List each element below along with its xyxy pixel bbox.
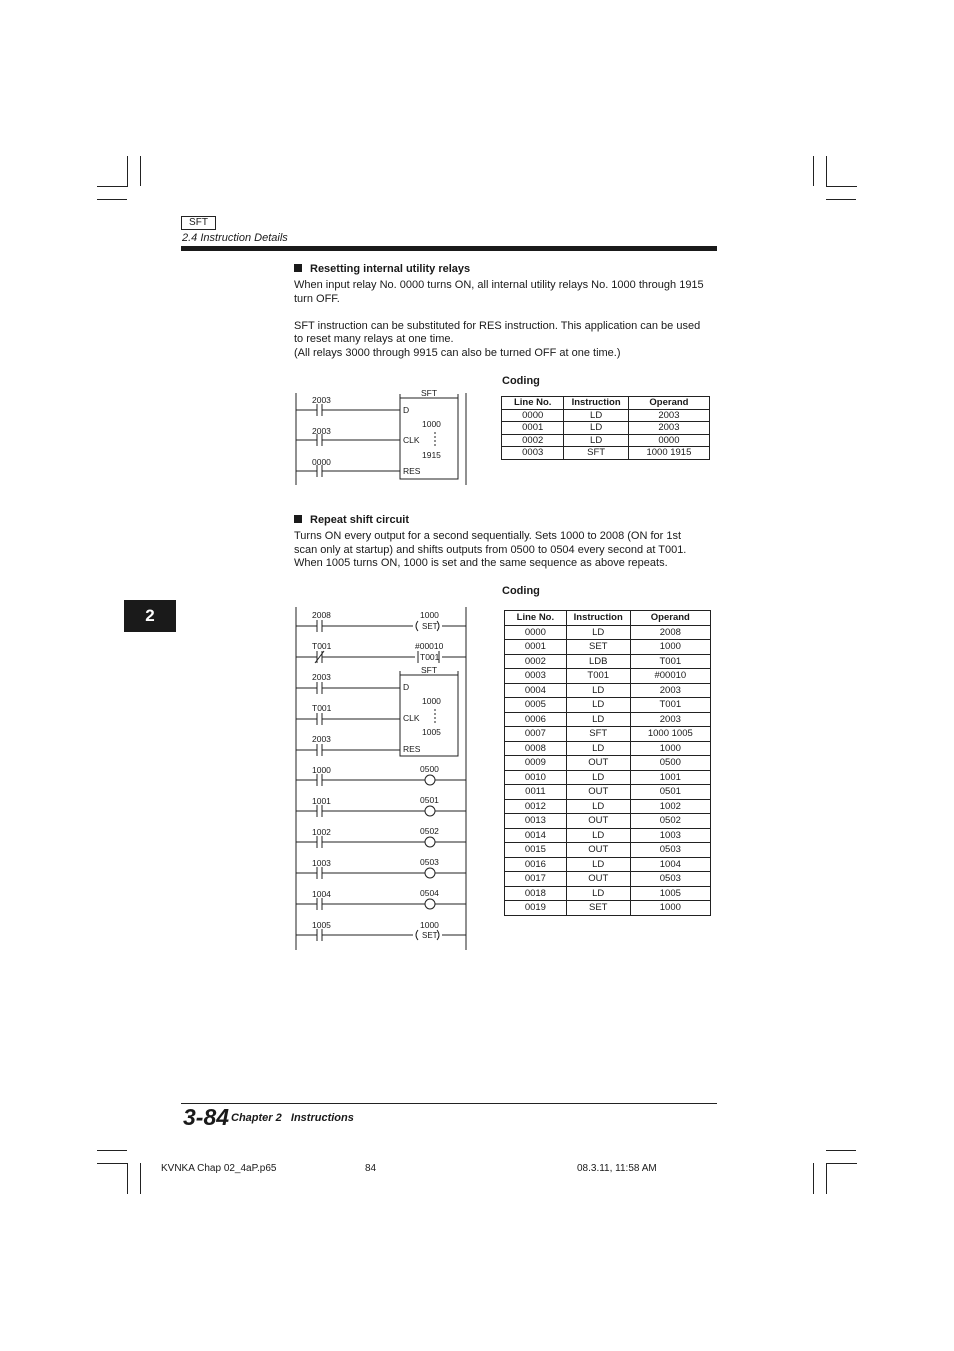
table-cell: #00010 — [630, 669, 710, 684]
table-cell: 1003 — [630, 828, 710, 843]
table-row — [505, 669, 711, 684]
coil-label: 1000 — [420, 920, 439, 930]
table-cell: 0007 — [505, 727, 567, 742]
sft-pin-res: RES — [403, 466, 421, 476]
table-cell: 0003 — [505, 669, 567, 684]
table-cell: 2008 — [630, 625, 710, 640]
timer-name-label: T001 — [420, 652, 440, 662]
section2-ladder-diagram — [290, 603, 475, 953]
contact-label: 1003 — [312, 858, 331, 868]
contact-label: 2003 — [312, 672, 331, 682]
table-cell: T001 — [630, 698, 710, 713]
table-cell: OUT — [566, 785, 630, 800]
table-cell: LD — [564, 409, 628, 422]
table-cell: 1005 — [630, 886, 710, 901]
section2-coding-label: Coding — [502, 585, 540, 597]
section2-heading: Repeat shift circuit — [294, 514, 409, 526]
column-header: Line No. — [505, 611, 567, 626]
timer-preset-label: #00010 — [415, 641, 444, 651]
table-cell: SFT — [566, 727, 630, 742]
footer-timestamp: 08.3.11, 11:58 AM — [577, 1163, 657, 1174]
table-cell: 0503 — [630, 843, 710, 858]
sft-end-relay: 1915 — [422, 450, 441, 460]
table-cell: 0017 — [505, 872, 567, 887]
table-cell: 1000 — [630, 741, 710, 756]
sft-block-title: SFT — [421, 665, 438, 675]
table-cell: LDB — [566, 654, 630, 669]
table-cell: 0011 — [505, 785, 567, 800]
table-row — [505, 770, 711, 785]
column-header: Instruction — [566, 611, 630, 626]
sft-block-title: SFT — [421, 388, 438, 398]
table-cell: 1000 — [630, 901, 710, 916]
table-cell: LD — [566, 625, 630, 640]
table-cell: LD — [566, 886, 630, 901]
table-cell: LD — [566, 770, 630, 785]
table-cell: 0502 — [630, 814, 710, 829]
page-number: 3-84 — [183, 1104, 230, 1130]
contact-label: 1005 — [312, 920, 331, 930]
table-row — [502, 434, 710, 447]
table-cell: 1002 — [630, 799, 710, 814]
sft-pin-d: D — [403, 405, 410, 415]
table-row — [505, 886, 711, 901]
table-cell: 2003 — [628, 409, 709, 422]
table-cell: 0012 — [505, 799, 567, 814]
section1-paragraph: When input relay No. 0000 turns ON, all internal utility relays No. 1000 through 1915 turn OFF. SFT instruction can be substituted for RES instruction. This application can be used to reset many relays at one time. (All relays 3000 through 9915 can also be turned OFF at one time.) — [294, 279, 704, 359]
table-cell: 0002 — [502, 434, 564, 447]
table-cell: SET — [566, 640, 630, 655]
table-row — [502, 447, 710, 460]
table-cell: 0000 — [628, 434, 709, 447]
table-cell: 0019 — [505, 901, 567, 916]
table-cell: LD — [566, 712, 630, 727]
footer-rule — [181, 1103, 717, 1104]
table-cell: 0001 — [502, 422, 564, 435]
section2-paragraph: Turns ON every output for a second sequentially. Sets 1000 to 2008 (ON for 1st scan only at startup) and shifts outputs from 0500 to 0504 every second at T001. When 1005 turns ON, 1000 is set and the same sequence as above repeats. — [294, 530, 687, 570]
table-cell: 2003 — [630, 712, 710, 727]
table-row — [505, 712, 711, 727]
table-row — [502, 409, 710, 422]
table-row — [505, 683, 711, 698]
contact-label: 1001 — [312, 796, 331, 806]
table-row — [505, 872, 711, 887]
set-label: SET — [422, 622, 438, 631]
footer-file: KVNKA Chap 02_4aP.p65 — [161, 1163, 277, 1174]
table-cell: OUT — [566, 872, 630, 887]
table-cell: 1001 — [630, 770, 710, 785]
sft-pin-res: RES — [403, 744, 421, 754]
table-cell: 0010 — [505, 770, 567, 785]
table-cell: 0000 — [505, 625, 567, 640]
chapter-label: Chapter 2 Instructions — [231, 1112, 354, 1124]
table-row — [505, 698, 711, 713]
table-cell: 0000 — [502, 409, 564, 422]
table-cell: LD — [566, 857, 630, 872]
table-cell: 1004 — [630, 857, 710, 872]
contact-label: 1002 — [312, 827, 331, 837]
chapter-tab: 2 — [124, 600, 176, 632]
table-cell: 1000 1915 — [628, 447, 709, 460]
header-rule — [181, 246, 717, 251]
table-cell: LD — [566, 799, 630, 814]
section1-heading: Resetting internal utility relays — [294, 263, 470, 275]
table-cell: 0503 — [630, 872, 710, 887]
coil-label: 0504 — [420, 888, 439, 898]
column-header: Operand — [628, 397, 709, 410]
table-row — [505, 640, 711, 655]
table-cell: 0009 — [505, 756, 567, 771]
coil-label: 1000 — [420, 610, 439, 620]
table-cell: T001 — [630, 654, 710, 669]
table-row — [505, 756, 711, 771]
table-cell: 2003 — [630, 683, 710, 698]
footer-print-page: 84 — [365, 1163, 377, 1174]
section-path: 2.4 Instruction Details — [182, 232, 288, 244]
table-row — [505, 857, 711, 872]
contact-label: T001 — [312, 641, 332, 651]
table-row — [505, 625, 711, 640]
table-cell: 0018 — [505, 886, 567, 901]
set-label: SET — [422, 931, 438, 940]
table-row — [505, 814, 711, 829]
contact-label: 1004 — [312, 889, 331, 899]
table-cell: 0004 — [505, 683, 567, 698]
table-cell: T001 — [566, 669, 630, 684]
table-cell: 1000 1005 — [630, 727, 710, 742]
table-row — [505, 799, 711, 814]
table-row — [505, 727, 711, 742]
table-row — [505, 785, 711, 800]
table-cell: 0002 — [505, 654, 567, 669]
sft-start-relay: 1000 — [422, 419, 441, 429]
column-header: Instruction — [564, 397, 628, 410]
sft-pin-clk: CLK — [403, 713, 420, 723]
table-cell: 0005 — [505, 698, 567, 713]
contact-label: 2003 — [312, 395, 331, 405]
table-cell: LD — [566, 683, 630, 698]
table-cell: 0001 — [505, 640, 567, 655]
table-row — [505, 828, 711, 843]
table-cell: 0006 — [505, 712, 567, 727]
contact-label: 2008 — [312, 610, 331, 620]
contact-label: T001 — [312, 703, 332, 713]
section2-coding-table — [504, 610, 711, 916]
table-cell: LD — [564, 434, 628, 447]
section1-coding-label: Coding — [502, 375, 540, 387]
table-cell: LD — [566, 698, 630, 713]
table-cell: OUT — [566, 843, 630, 858]
sft-end-relay: 1005 — [422, 727, 441, 737]
table-row — [505, 741, 711, 756]
bullet-square-icon — [294, 264, 302, 272]
coil-label: 0501 — [420, 795, 439, 805]
table-row — [502, 422, 710, 435]
table-cell: 0014 — [505, 828, 567, 843]
table-cell: 0008 — [505, 741, 567, 756]
sft-start-relay: 1000 — [422, 696, 441, 706]
contact-label: 2003 — [312, 426, 331, 436]
table-cell: 2003 — [628, 422, 709, 435]
contact-label: 1000 — [312, 765, 331, 775]
table-cell: SET — [566, 901, 630, 916]
coil-label: 0500 — [420, 764, 439, 774]
table-cell: 0003 — [502, 447, 564, 460]
table-cell: 0500 — [630, 756, 710, 771]
section1-ladder-diagram — [290, 385, 475, 490]
table-cell: OUT — [566, 814, 630, 829]
table-cell: LD — [566, 828, 630, 843]
coil-label: 0503 — [420, 857, 439, 867]
table-cell: SFT — [564, 447, 628, 460]
sft-pin-d: D — [403, 682, 410, 692]
instruction-tag: SFT — [181, 216, 216, 230]
table-row — [505, 901, 711, 916]
table-cell: 0013 — [505, 814, 567, 829]
section1-coding-table — [501, 396, 710, 460]
table-row — [505, 843, 711, 858]
table-cell: 0016 — [505, 857, 567, 872]
table-cell: 0015 — [505, 843, 567, 858]
table-cell: 1000 — [630, 640, 710, 655]
table-cell: 0501 — [630, 785, 710, 800]
contact-label: 2003 — [312, 734, 331, 744]
column-header: Line No. — [502, 397, 564, 410]
table-cell: LD — [566, 741, 630, 756]
table-cell: LD — [564, 422, 628, 435]
table-cell: OUT — [566, 756, 630, 771]
contact-label: 0000 — [312, 457, 331, 467]
sft-pin-clk: CLK — [403, 435, 420, 445]
coil-label: 0502 — [420, 826, 439, 836]
bullet-square-icon — [294, 515, 302, 523]
table-row — [505, 654, 711, 669]
column-header: Operand — [630, 611, 710, 626]
